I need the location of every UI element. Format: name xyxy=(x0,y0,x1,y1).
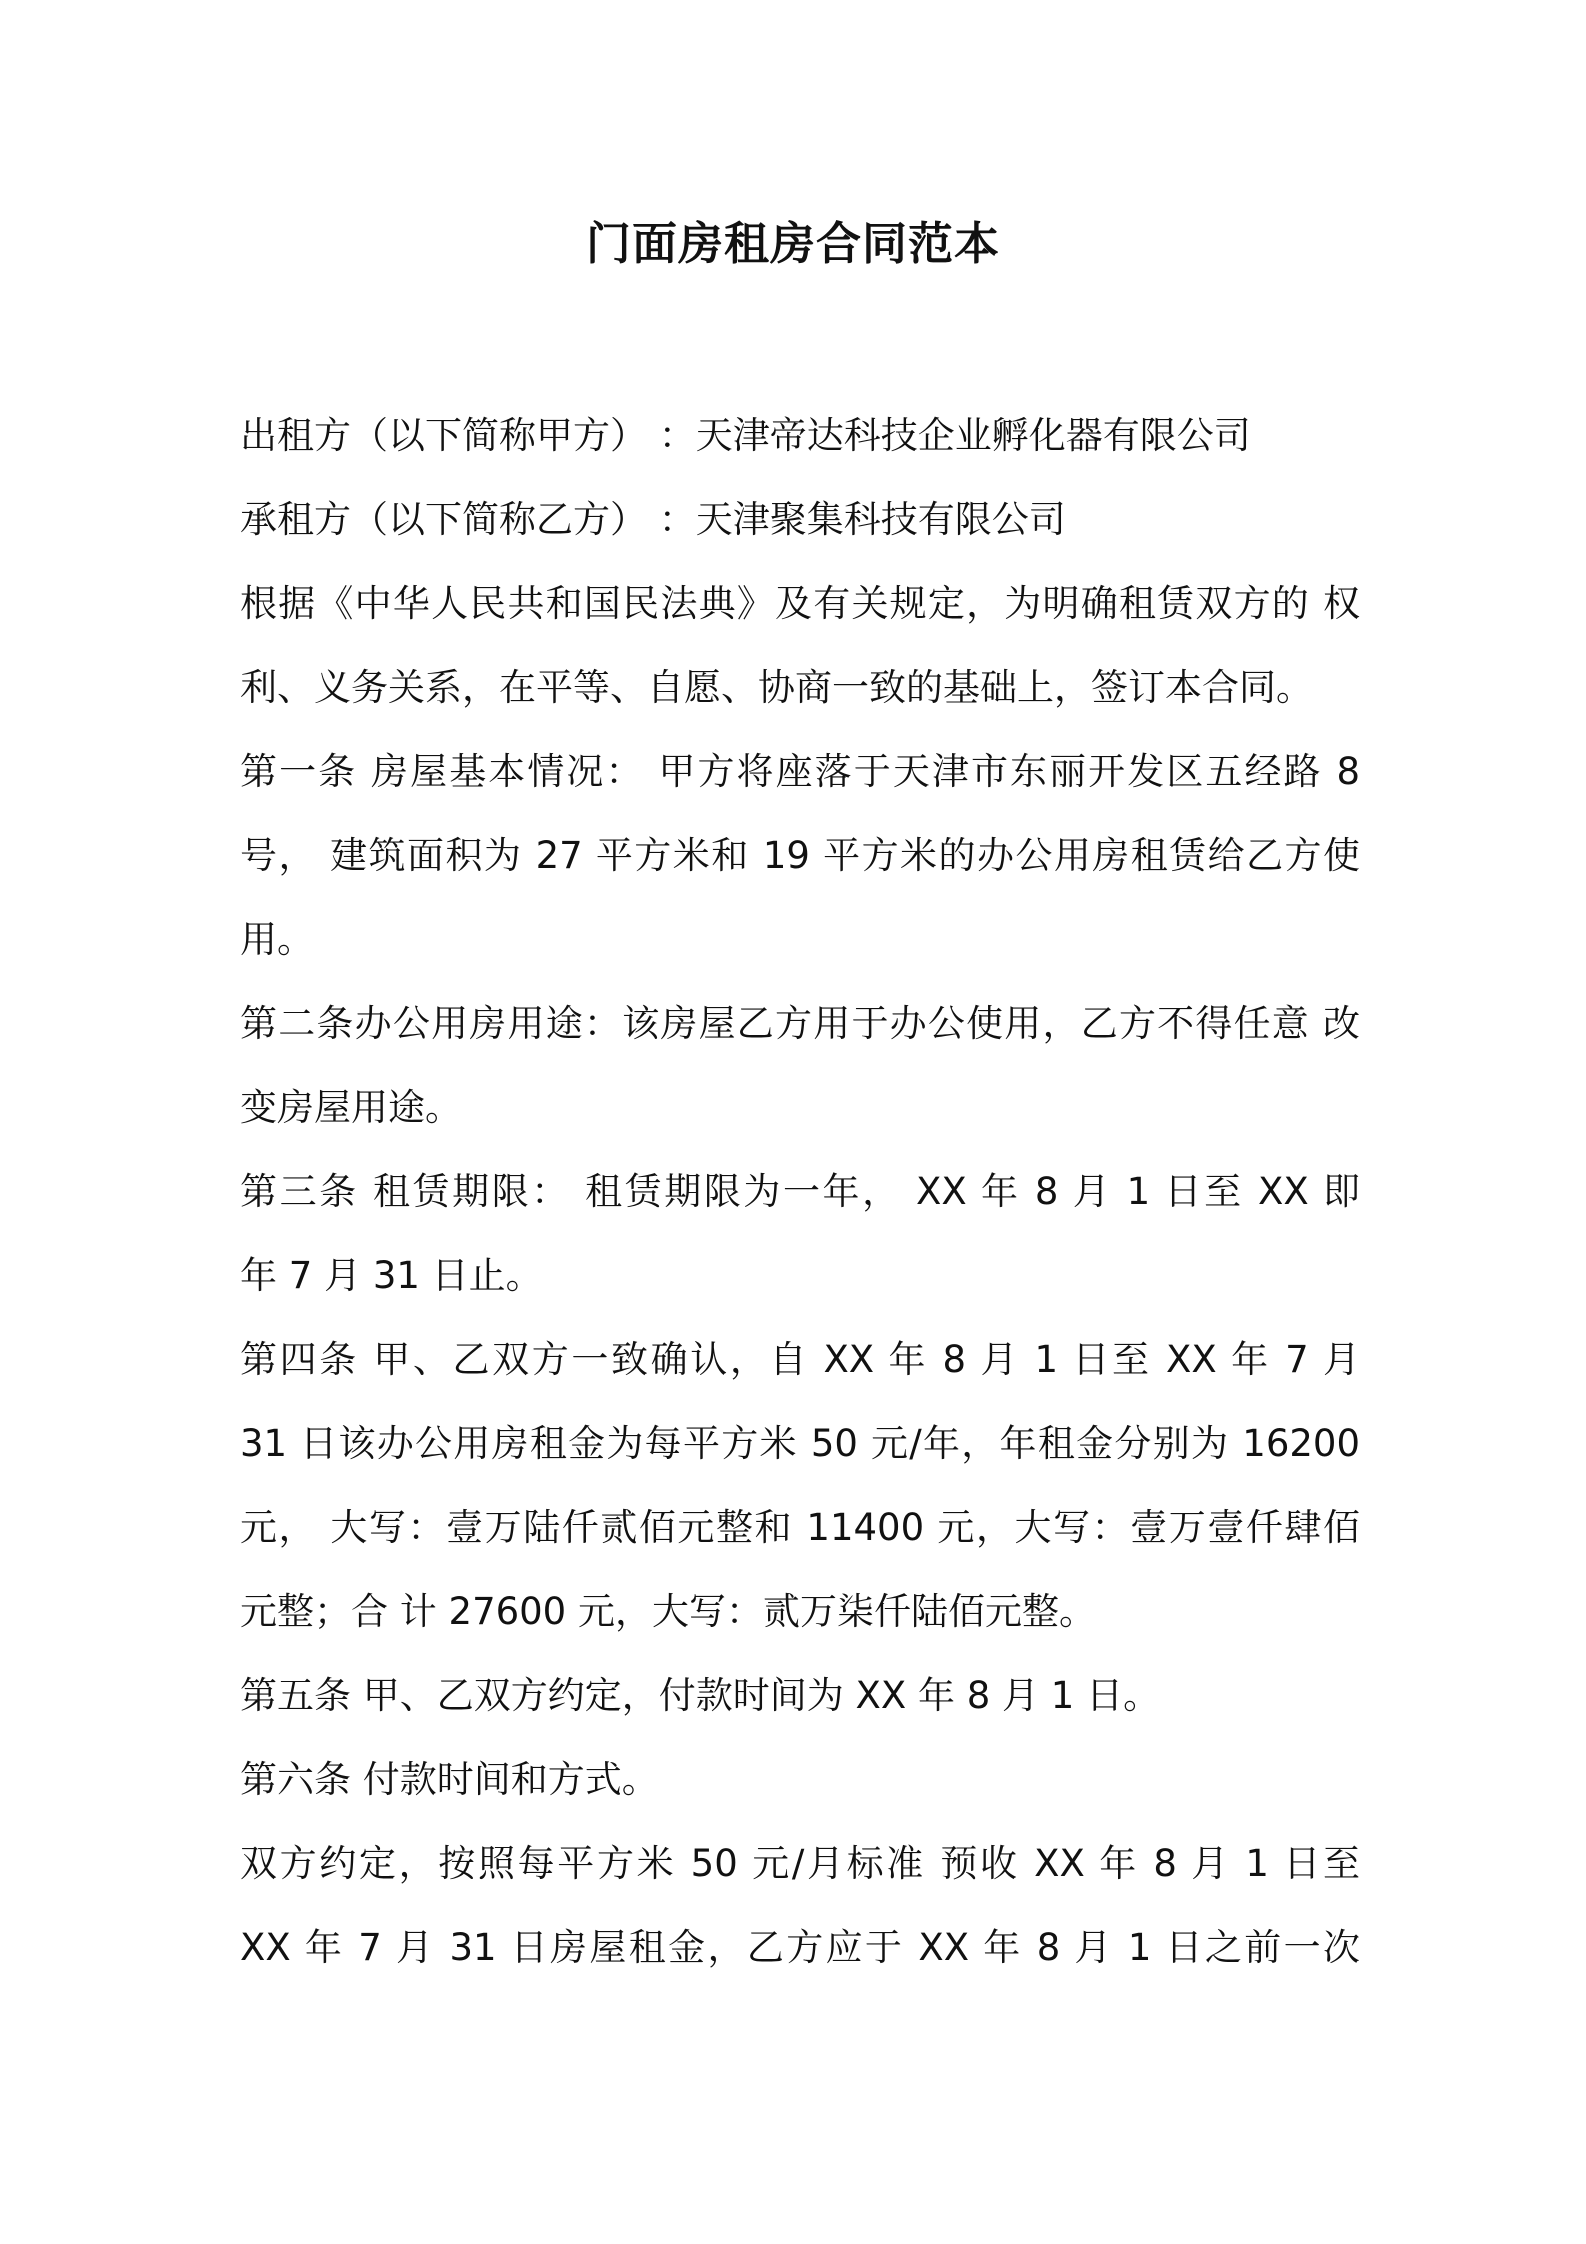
party-b-line: 承租方（以下简称乙方） ：天津聚集科技有限公司 xyxy=(240,498,1066,541)
article-4-line-2: 31 日该办公用房租金为每平方米 50 元/年，年租金分别为 16200 xyxy=(240,1422,1360,1465)
article-4-line-4: 元整；合 计 27600 元，大写：贰万柒仟陆佰元整。 xyxy=(240,1590,1096,1633)
article-6-line-1: 双方约定，按照每平方米 50 元/月标准 预收 XX 年 8 月 1 日至 xyxy=(240,1842,1360,1885)
party-a-line: 出租方（以下简称甲方） ：天津帝达科技企业孵化器有限公司 xyxy=(240,414,1251,457)
article-4-line-3: 元， 大写：壹万陆仟贰佰元整和 11400 元，大写：壹万壹仟肆佰 xyxy=(240,1506,1360,1549)
article-6-heading: 第六条 付款时间和方式。 xyxy=(240,1758,659,1801)
article-3-line-1: 第三条 租赁期限： 租赁期限为一年， XX 年 8 月 1 日至 XX 即 xyxy=(240,1170,1360,1213)
article-1-line-3: 用。 xyxy=(240,918,314,961)
article-1-line-2: 号， 建筑面积为 27 平方米和 19 平方米的办公用房租赁给乙方使 xyxy=(240,834,1360,877)
article-3-line-2: 年 7 月 31 日止。 xyxy=(240,1254,543,1297)
article-5-line-1: 第五条 甲、乙双方约定，付款时间为 XX 年 8 月 1 日。 xyxy=(240,1674,1161,1717)
article-2-line-2: 变房屋用途。 xyxy=(240,1086,462,1129)
article-6-line-2: XX 年 7 月 31 日房屋租金，乙方应于 XX 年 8 月 1 日之前一次 xyxy=(240,1926,1360,1969)
preamble-line-2: 利、义务关系，在平等、自愿、协商一致的基础上，签订本合同。 xyxy=(240,666,1313,709)
preamble-line-1: 根据《中华人民共和国民法典》及有关规定，为明确租赁双方的 权 xyxy=(240,582,1360,625)
article-1-line-1: 第一条 房屋基本情况： 甲方将座落于天津市东丽开发区五经路 8 xyxy=(240,750,1360,793)
article-4-line-1: 第四条 甲、乙双方一致确认，自 XX 年 8 月 1 日至 XX 年 7 月 xyxy=(240,1338,1360,1381)
document-title: 门面房租房合同范本 xyxy=(585,217,1000,270)
article-2-line-1: 第二条办公用房用途：该房屋乙方用于办公使用，乙方不得任意 改 xyxy=(240,1002,1360,1045)
